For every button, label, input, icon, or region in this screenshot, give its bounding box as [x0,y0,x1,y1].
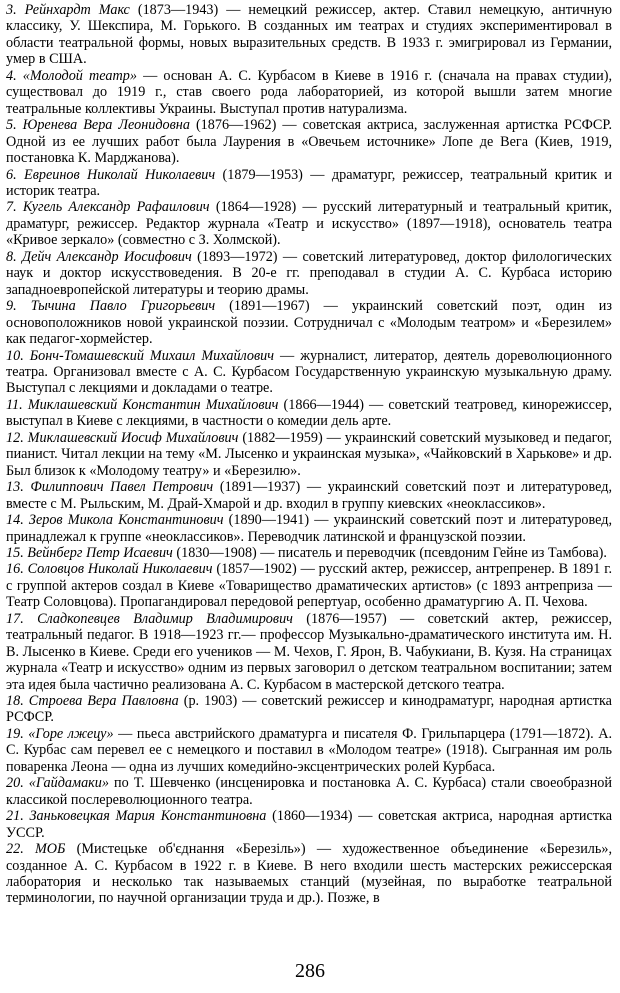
note-number: 12. [6,429,24,446]
note-number: 14. [6,512,24,529]
note-number: 7. [6,199,17,216]
note-text: (1873—1943) — немецкий режиссер, актер. Ставил немецкую, античную классику, У. Шекспира, М. Горького. В созданных им театрах и студиях экспериментировал в области театральной формы, новых выразительных средств. В 1933 г. эмигрировал из Германии, умер в США. [6,2,612,68]
note-item [6,775,612,808]
note-number: 4. [6,67,17,84]
note-item [6,693,612,726]
note-text: (1860—1934) — советская актриса, народная артистка УССР. [6,808,612,841]
note-number: 6. [6,166,17,183]
note-text: (1882—1959) — украинский советский музыковед и педагог, пианист. Читал лекции на тему «М. Лысенко и украинская музыка», «Чайковский в Харькове» и др. Был близок к «Молодому театру» и «Березилю». [6,429,613,479]
note-text: — пьеса австрийского драматурга и писателя Ф. Грильпарцера (1791—1872). А. С. Курбас сам перевел ее с немецкого и поставил в «Молодом театре» (1918). Сыгранная им роль поваренка Леона — одна из лучших комедийно-эксцентрических ролей Курбаса. [6,725,613,775]
note-term: Тычина Павло Григорьевич [30,298,216,315]
note-term: Сладкопевцев Владимир Владимирович [37,610,293,627]
note-number: 11. [6,396,23,413]
note-term: Юренева Вера Леонидовна [22,117,190,134]
page-number: 286 [295,960,325,982]
note-number: 21. [6,808,24,825]
note-term: МОБ [34,841,66,858]
note-number: 16. [6,561,24,578]
note-item [6,298,612,347]
note-term: Евреинов Николай Николаевич [24,166,216,183]
note-number: 3. [6,2,17,18]
note-number: 20. [6,775,24,792]
note-text: (1830—1908) — писатель и переводчик (псевдоним Гейне из Тамбова). [172,544,607,561]
note-item [6,545,612,561]
note-number: 9. [6,298,17,315]
note-number: 15. [6,544,24,561]
note-term: Вейнберг Петр Исаевич [27,544,173,561]
note-term: Миклашевский Иосиф Михайлович [27,429,239,446]
note-term: Рейнхардт Макс [24,2,130,18]
note-item [6,611,612,693]
note-text: (1879—1953) — драматург, режиссер, театральный критик и историк театра. [6,166,612,199]
note-item [6,249,612,298]
note-term: «Молодой театр» [22,67,137,84]
note-text: (1866—1944) — советский театровед, кинорежиссер, выступал в Киеве с лекциями, в частности о комедии дель арте. [6,396,613,430]
note-term: Миклашевский Константин Михайлович [27,396,279,413]
note-text: по Т. Шевченко (инсценировка и постановка А. С. Курбаса) стали своеобразной классикой послереволюционного театра. [6,775,612,808]
note-item [6,479,612,512]
note-number: 22. [6,841,24,858]
note-term: «Горе лжецу» [28,725,114,742]
note-item [6,726,612,775]
note-text: (1876—1962) — советская актриса, заслуженная артистка РСФСР. Одной из ее лучших работ была Лаурения в «Овечьем источнике» Лопе де Вега (Киев, 1919, постановка К. Марджанова). [6,117,612,167]
note-text: — основан А. С. Курбасом в Киеве в 1916 г. (сначала на правах студии), существовал до 1919 г., став своего рода лабораторией, из которой вышли затем многие театральные коллективы Украины. Выступал против натурализма. [6,67,613,117]
note-term: Бонч-Томашевский Михаил Михайлович [29,347,275,364]
note-item [6,348,612,397]
note-number: 19. [6,725,24,742]
note-number: 17. [6,610,24,627]
note-item [6,2,612,68]
note-text: (1857—1902) — русский актер, режиссер, антрепренер. В 1891 г. с группой актеров создал в Киеве «Товарищество драматических артистов» (с 1893 антреприза — Театр Соловцова). Пропагандировал передовой репертуар, особенно драматургию А. П. Чехова. [6,561,612,611]
note-text: (1893—1972) — советский литературовед, доктор филологических наук и доктор искусствоведения. В 20-е гг. преподавал в студии А. С. Курбаса историю западноевропейской литературы и теорию драмы. [6,248,612,298]
note-term: Зеров Микола Константинович [28,512,224,529]
note-item [6,512,612,545]
note-number: 5. [6,117,17,134]
note-text: — журналист, литератор, деятель дореволюционного театра. Организовал вместе с А. С. Курбасом Государственную украинскую музыкальную драму. Выступал с лекциями и докладами о театре. [6,347,612,397]
note-term: «Гайдамаки» [28,775,109,792]
note-text: (р. 1903) — советский режиссер и кинодраматург, народная артистка РСФСР. [6,693,612,726]
note-item [6,841,612,907]
note-term: Соловцов Николай Николаевич [27,561,213,578]
note-item [6,167,612,200]
note-term: Заньковецкая Мария Константиновна [29,808,267,825]
note-number: 13. [6,479,24,496]
note-term: Строева Вера Павловна [28,693,179,710]
note-number: 10. [6,347,24,364]
note-text: (1891—1937) — украинский советский поэт и литературовед, вместе с М. Рыльским, М. Драй-Хмарой и др. входил в группу киевских «неоклассиков». [6,479,612,512]
note-item [6,117,612,166]
note-text: (1890—1941) — украинский советский поэт и литературовед, принадлежал к группе «неоклассиков». Переводчик латинской и французской поэзии. [6,512,612,545]
note-item [6,397,612,430]
note-item [6,430,612,479]
note-text: (1876—1957) — советский актер, режиссер, театральный педагог. В 1918—1923 гг.— профессор Музыкально-драматического института им. Н. В. Лысенко в Киеве. Среди его учеников — М. Чехов, Г. Ярон, В. Чабукиани, В. Кузя. На страницах журнала «Театр и искусство» одним из первых заговорил о детском театральном воспитании; затем эта идея была частично реализована А. С. Курбасом в мастерской детского театра. [6,610,612,693]
notes-list [6,2,612,907]
note-number: 18. [6,693,24,710]
note-item [6,199,612,248]
note-text: (1864—1928) — русский литературный и театральный критик, драматург, режиссер. Редактор журнала «Театр и искусство» (1897—1918), основатель театра «Кривое зеркало» (совместно с З. Холмской). [6,199,612,249]
note-text: (Мистецьке об'єднання «Березіль») — художественное объединение «Березиль», созданное А. С. Курбасом в 1922 г. в Киеве. В него входили шесть мастерских режиссерская лаборатория и несколько так называемых станций (музейная, по выработке театральной терминологии, по научной организации труда и др.). Позже, в [6,841,612,907]
note-text: (1891—1967) — украинский советский поэт, один из основоположников новой украинской поэзии. Сотрудничал с «Молодым театром» и «Березилем» как педагог-хормейстер. [6,298,612,348]
note-term: Дейч Александр Иосифович [22,248,192,265]
note-term: Кугель Александр Рафаилович [22,199,210,216]
note-item [6,561,612,610]
note-item [6,68,612,117]
note-number: 8. [6,248,17,265]
note-term: Филиппович Павел Петрович [30,479,214,496]
note-item [6,808,612,841]
